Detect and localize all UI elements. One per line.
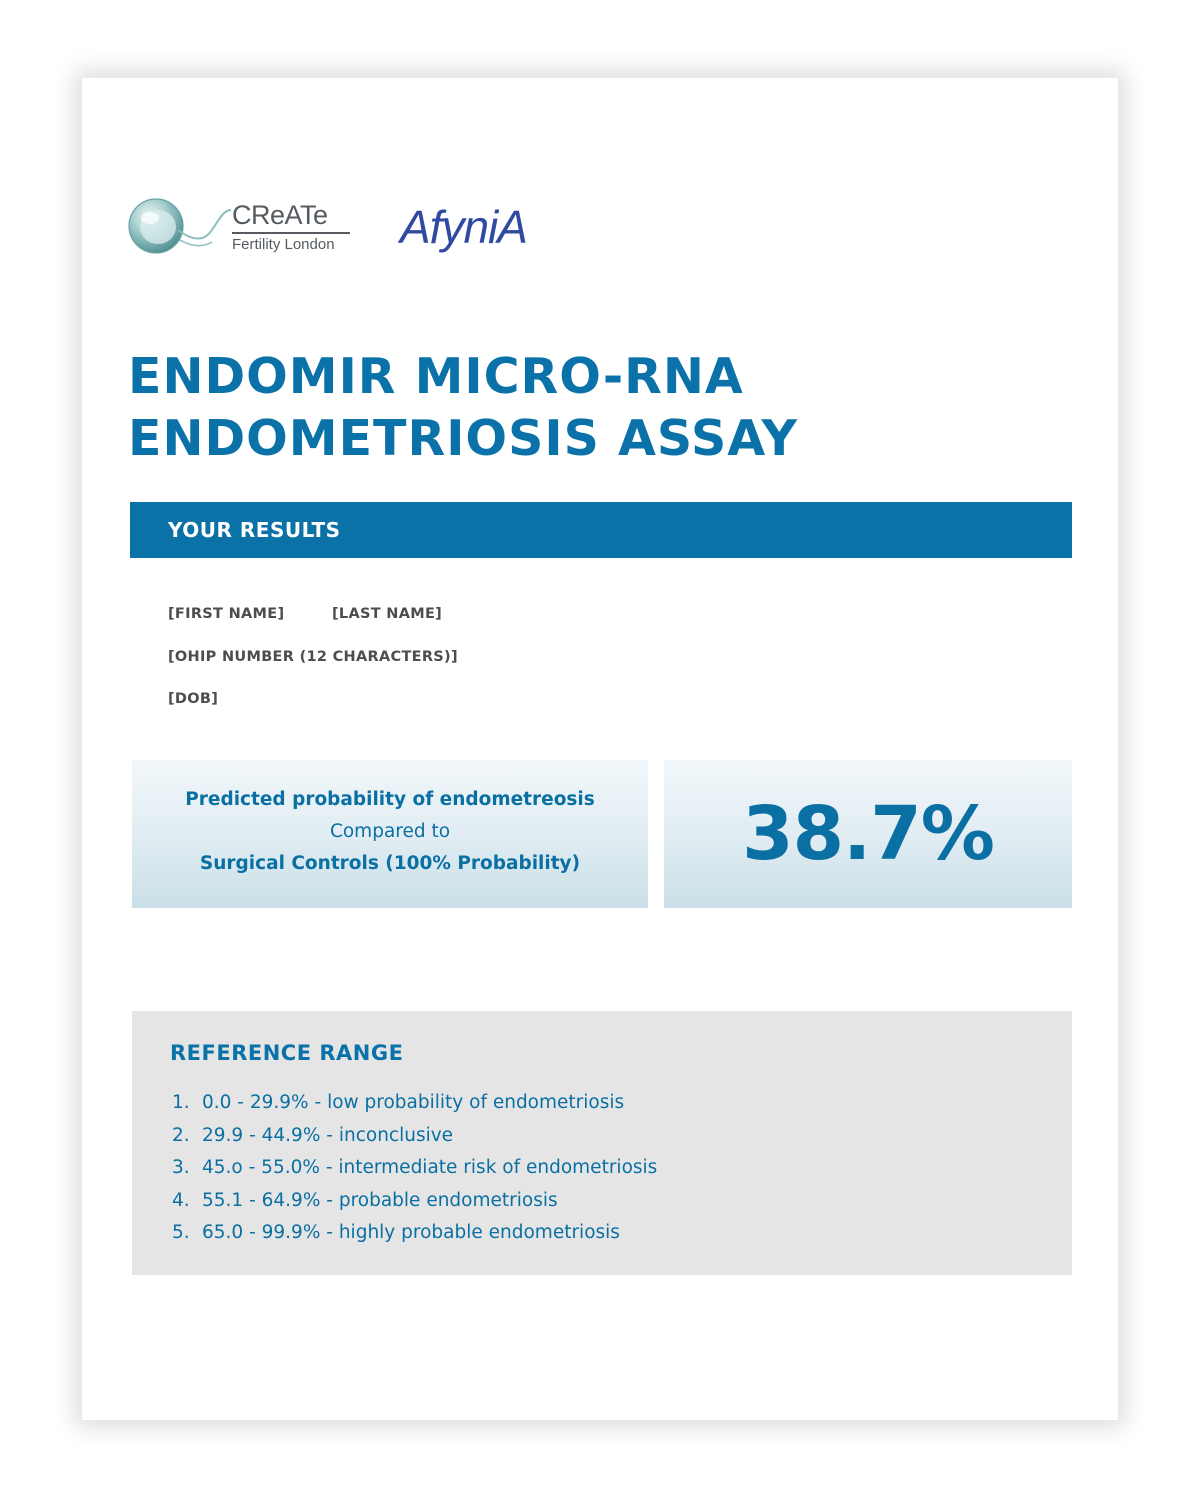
reference-item-text: 29.9 - 44.9% - inconclusive xyxy=(202,1124,454,1146)
reference-range-box xyxy=(132,1011,1072,1275)
results-header-bar xyxy=(130,502,1072,558)
title-line-2: ENDOMETRIOSIS ASSAY xyxy=(128,410,798,467)
reference-range-title: REFERENCE RANGE xyxy=(170,1041,404,1065)
patient-first-name: [FIRST NAME] xyxy=(168,606,285,622)
reference-range-item xyxy=(172,1152,657,1185)
create-logo-subtitle: Fertility London xyxy=(232,236,335,253)
reference-item-number: 1. xyxy=(172,1092,190,1113)
reference-item-number: 2. xyxy=(172,1124,190,1146)
result-description-line-1: Predicted probability of endometreosis xyxy=(185,789,595,810)
reference-item-text: 0.0 - 29.9% - low probability of endometriosis xyxy=(202,1092,625,1113)
results-header-label: YOUR RESULTS xyxy=(168,518,341,542)
create-logo-rule xyxy=(232,232,350,234)
reference-item-text: 45.o - 55.0% - intermediate risk of endometriosis xyxy=(202,1157,658,1179)
reference-range-item xyxy=(172,1120,657,1153)
create-logo-name: CReATe xyxy=(232,200,328,230)
reference-range-item xyxy=(172,1185,657,1218)
create-sphere-icon xyxy=(128,196,232,260)
result-description-line-3: Surgical Controls (100% Probability) xyxy=(199,853,581,874)
reference-range-item xyxy=(172,1217,657,1250)
title-line-1: ENDOMIR MICRO-RNA xyxy=(128,348,744,405)
reference-item-text: 65.0 - 99.9% - highly probable endometriosis xyxy=(202,1222,620,1244)
patient-ohip-number: [OHIP NUMBER (12 CHARACTERS)] xyxy=(168,649,458,665)
result-value-panel xyxy=(664,760,1072,908)
result-description-line-2: Compared to xyxy=(329,821,451,842)
create-fertility-logo xyxy=(128,196,358,260)
report-page xyxy=(82,78,1118,1420)
reference-item-number: 5. xyxy=(172,1222,190,1244)
patient-last-name: [LAST NAME] xyxy=(332,606,443,622)
page-title xyxy=(128,346,798,470)
result-description-panel xyxy=(132,760,648,908)
result-probability-value: 38.7% xyxy=(742,791,994,877)
patient-dob: [DOB] xyxy=(168,691,219,707)
afynia-logo: AfyniA xyxy=(400,201,527,253)
reference-item-number: 3. xyxy=(172,1157,190,1179)
reference-range-item xyxy=(172,1087,657,1120)
reference-item-text: 55.1 - 64.9% - probable endometriosis xyxy=(202,1189,558,1211)
reference-range-list xyxy=(172,1087,657,1250)
reference-item-number: 4. xyxy=(172,1189,190,1211)
